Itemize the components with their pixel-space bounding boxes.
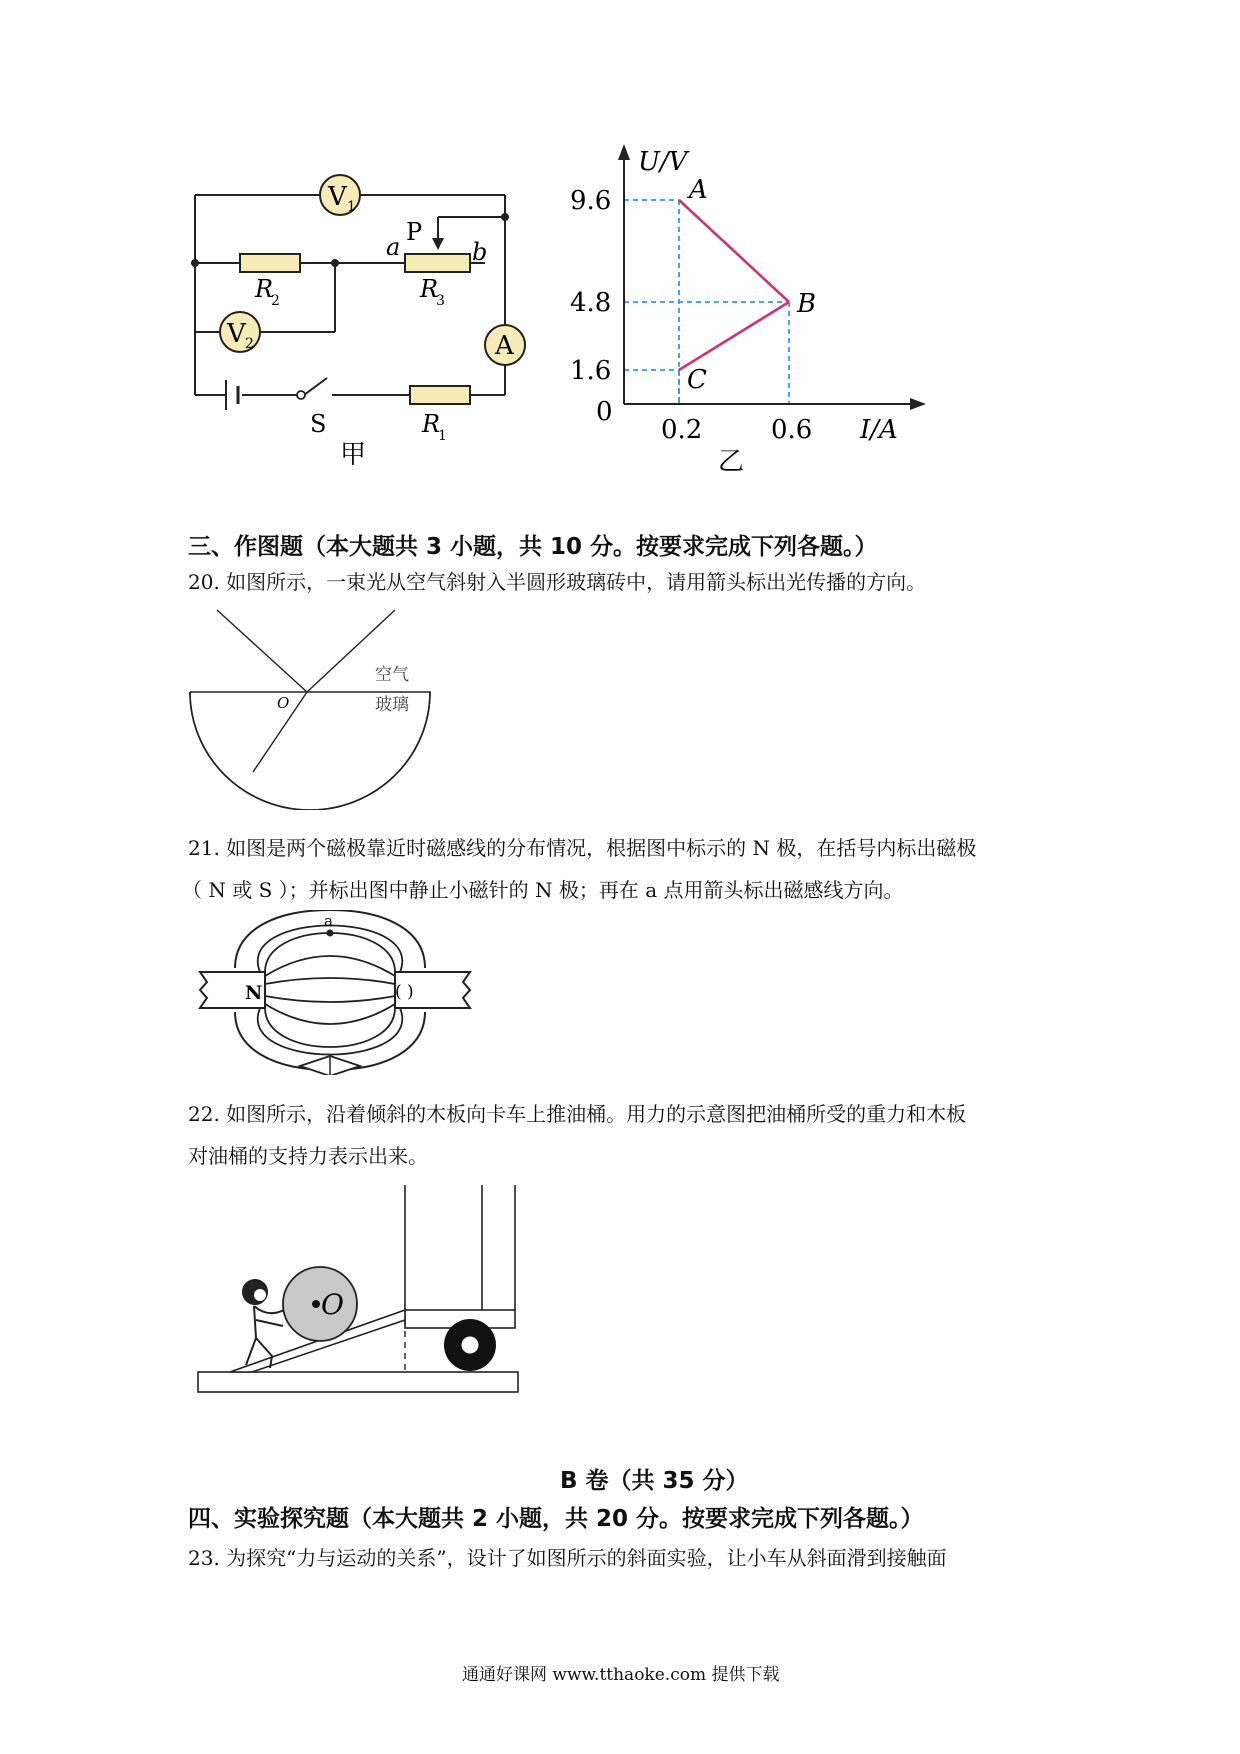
segment-AB [679, 200, 789, 302]
svg-text:3: 3 [436, 293, 445, 309]
y-axis-label: U/V [638, 147, 688, 177]
resistor-r3 [405, 254, 470, 272]
x-tick-label: 0.6 [771, 415, 813, 445]
x-tick-label: 0.2 [661, 415, 703, 445]
circuit-diagram [180, 150, 540, 480]
section-3-title: 三、作图题（本大题共 3 小题，共 10 分。按要求完成下列各题。） [188, 534, 878, 560]
volume-b-title: B 卷（共 35 分） [560, 1468, 749, 1494]
r1-label: R [422, 410, 441, 438]
unknown-pole-label: ( ) [395, 982, 414, 1002]
y-axis-arrow [618, 144, 630, 160]
point-o-label: O [277, 694, 290, 712]
incident-ray [217, 610, 307, 692]
drum-center-label: O [321, 1288, 344, 1321]
origin-label: 0 [596, 397, 613, 427]
ground [198, 1372, 518, 1392]
svg-text:1: 1 [347, 199, 356, 215]
resistor-r2 [240, 254, 300, 272]
v2-label: V [227, 319, 246, 349]
q22-line1: 22. 如图所示，沿着倾斜的木板向卡车上推油桶。用力的示意图把油桶所受的重力和木板 [188, 1102, 967, 1126]
segment-BC [679, 302, 789, 370]
air-label: 空气 [375, 665, 409, 685]
end-b-label: b [472, 238, 488, 266]
point-a [327, 930, 334, 937]
resistor-r1 [410, 386, 470, 404]
point-label-C: C [687, 365, 707, 395]
r3-label: R [420, 275, 439, 303]
svg-text:2: 2 [245, 336, 254, 352]
slider-label: P [406, 218, 423, 246]
q23-text: 23. 为探究“力与运动的关系”，设计了如图所示的斜面实验，让小车从斜面滑到接触面 [188, 1546, 947, 1570]
switch-pivot [297, 391, 305, 399]
q21-line1: 21. 如图是两个磁极靠近时磁感线的分布情况，根据图中标示的 N 极，在括号内标出磁极 [188, 836, 977, 860]
circuit-caption: 甲 [340, 440, 367, 470]
svg-text:1: 1 [438, 428, 447, 444]
chart-caption: 乙 [718, 447, 745, 477]
glass-label: 玻璃 [375, 695, 409, 715]
section-4-title: 四、实验探究题（本大题共 2 小题，共 20 分。按要求完成下列各题。） [188, 1506, 924, 1532]
v1-label: V [328, 182, 347, 212]
svg-text:2: 2 [271, 293, 280, 309]
y-tick-label: 1.6 [570, 356, 612, 386]
footer-text: 通通好课网 www.tthaoke.com 提供下载 [462, 1665, 780, 1685]
ammeter-label: A [495, 331, 514, 361]
x-axis-label: I/A [860, 415, 898, 445]
point-label-A: A [689, 175, 708, 205]
glass-refraction-diagram [185, 600, 445, 810]
point-label-B: B [797, 289, 817, 319]
point-a-label: a [324, 912, 333, 930]
n-pole-label: N [245, 982, 263, 1004]
q22-line2: 对油桶的支持力表示出来。 [188, 1144, 428, 1168]
magnetic-field-diagram [195, 910, 475, 1075]
y-tick-label: 4.8 [570, 288, 612, 318]
x-axis-arrow [910, 398, 926, 410]
switch-label: S [310, 410, 327, 438]
oil-drum-incline-diagram [190, 1180, 530, 1425]
r2-label: R [255, 275, 274, 303]
end-a-label: a [386, 233, 401, 261]
q20-text: 20. 如图所示，一束光从空气斜射入半圆形玻璃砖中，请用箭头标出光传播的方向。 [188, 570, 927, 594]
q21-line2: （ N 或 S ）；并标出图中静止小磁针的 N 极；再在 a 点用箭头标出磁感线方向。 [182, 878, 904, 902]
y-tick-label: 9.6 [570, 186, 612, 216]
u-i-chart [560, 140, 930, 480]
slider-arrow [432, 238, 444, 250]
